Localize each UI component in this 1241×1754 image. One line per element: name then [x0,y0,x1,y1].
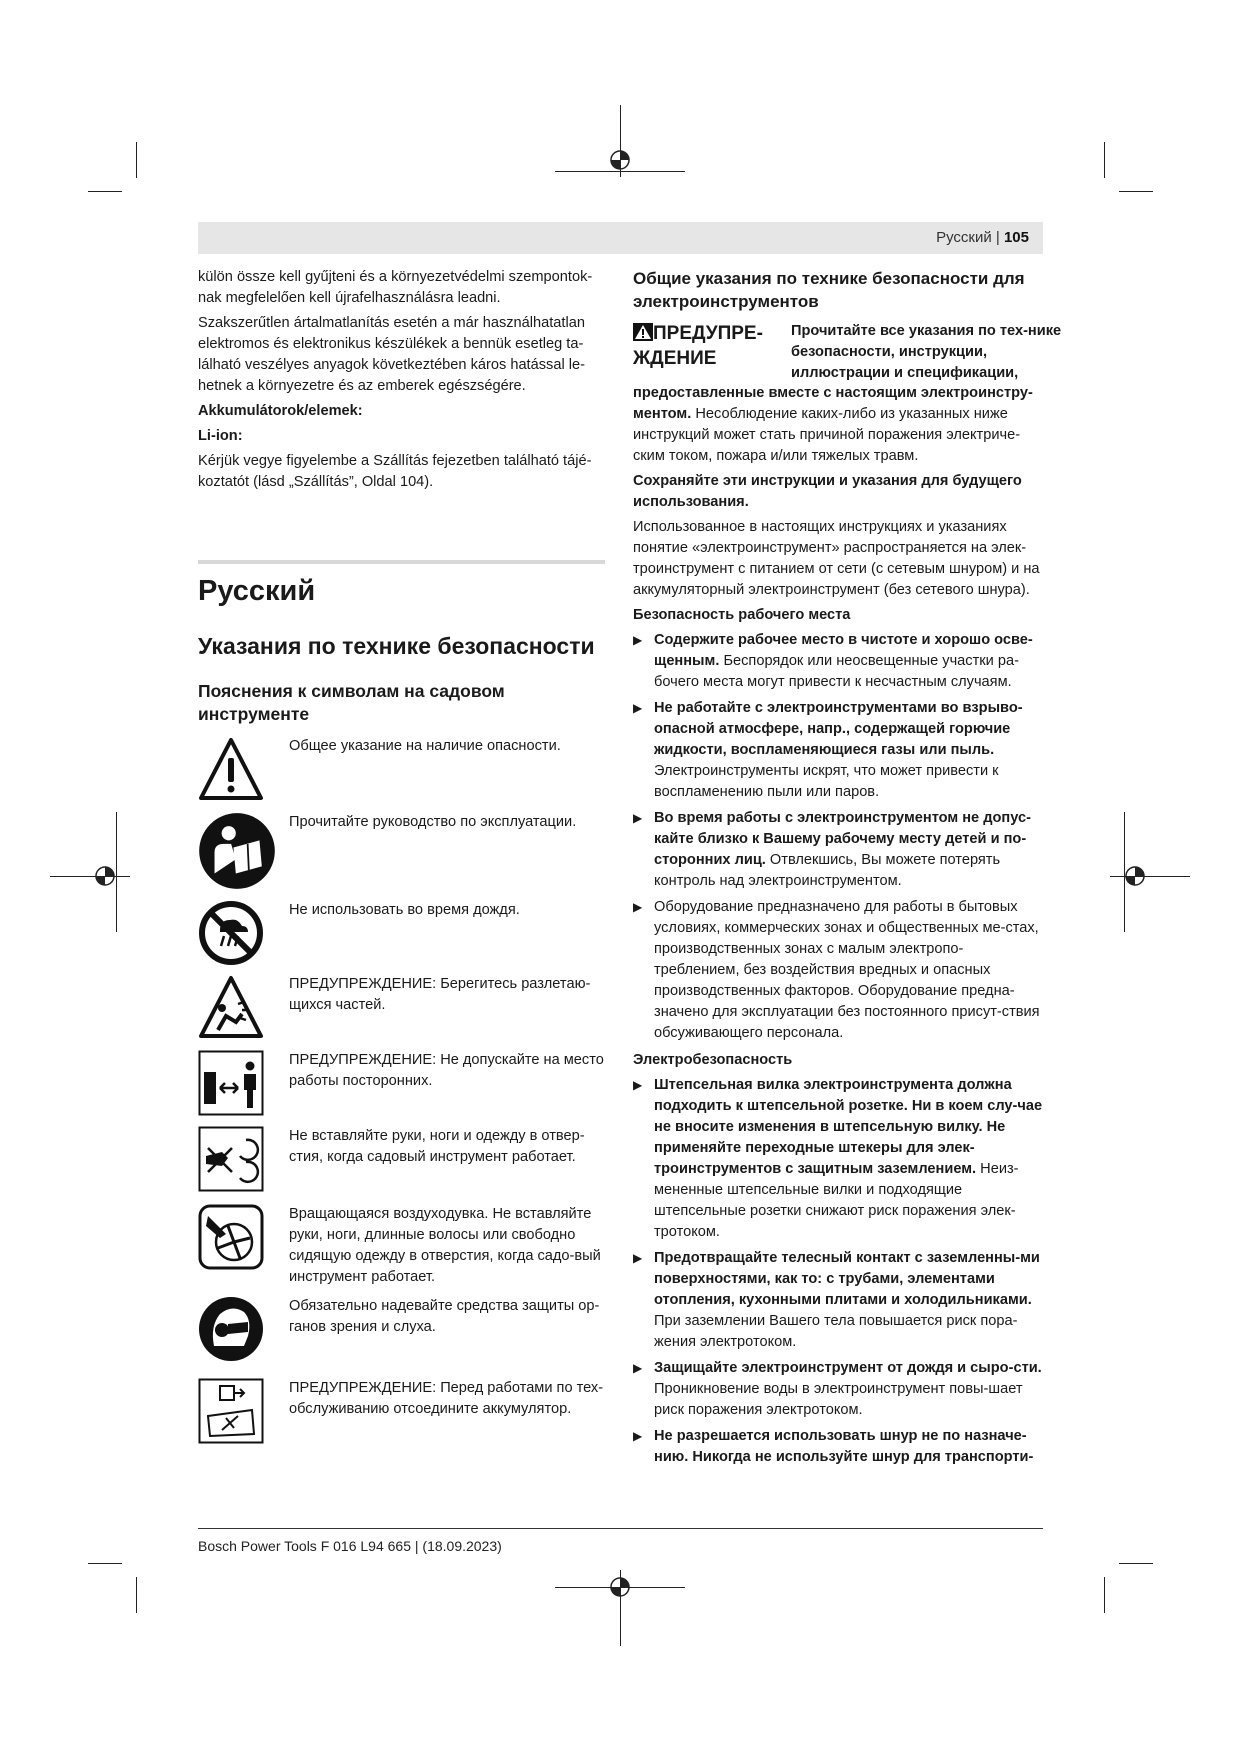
warning-block [633,321,1062,383]
crop-mark [88,1563,122,1564]
safety-heading-wrap [198,632,618,660]
symbol-description: Прочитайте руководство по эксплуатации. [289,814,577,830]
save-instructions: Сохраняйте эти инструкции и указания для будущего использования. [633,473,1022,510]
hu-paragraph: külön össze kell gyűjteni és a környezetvédelmi szempontok-nak megfelelően kell újrafelhasználásra leadni. [198,269,593,306]
symbol-description: Вращающаяся воздуходувка. Не вставляйте руки, ноги, длинные волосы или свободно сидящую одежду в отверстия, когда садо-вый инструмент работает. [289,1206,601,1285]
safety-title: Указания по технике безопасности [198,633,595,659]
no-rain-icon [198,900,264,966]
workplace-heading: Безопасность рабочего места [633,607,851,623]
registration-line [555,171,685,172]
warning-triangle-icon [198,736,264,802]
electrical-list [633,1075,1045,1468]
list-item: ▶ Штепсельная вилка электроинструмента должна подходить к штепсельной розетке. Ни в коем слу-чае не вносите изменения в штепсельную вилку. Не применяйте переходные штекеры для элек-троинструментов с защитным заземлением. Неиз-мененные штепсельные вилки и подходящие штепсельные розетки снижают риск поражения элек-тротоком. [633,1075,1045,1243]
crop-mark [136,142,137,178]
language-title: Русский [198,575,316,607]
symbol-description: ПРЕДУПРЕЖДЕНИЕ: Перед работами по тех-обслуживанию отсоедините аккумулятор. [289,1380,604,1417]
symbol-description: Обязательно надевайте средства защиты ор-ганов зрения и слуха. [289,1298,600,1335]
page-number: 105 [1003,229,1029,246]
list-item: ▶ Не работайте с электроинструментами во взрыво-опасной атмосфере, напр., содержащей горючие жидкости, воспламеняющиеся газы или пыль. Электроинструменты искрят, что может привести к воспламенению пыли или паров. [633,698,1045,803]
registration-line [1110,876,1190,877]
footer-divider [198,1528,1043,1529]
warning-label [633,321,783,371]
crop-mark [88,191,122,192]
symbols-heading-wrap [198,680,518,726]
registration-target-icon [609,149,631,171]
eye-ear-protection-icon [198,1296,264,1362]
right-column [633,267,1062,1474]
list-item: ▶ Защищайте электроинструмент от дождя и сыро-сти. Проникновение воды в электроинструмент повы-шает риск поражения электротоком. [633,1358,1045,1421]
crop-mark [1119,191,1153,192]
rotating-fan-icon [198,1204,264,1270]
warning-label-text: ПРЕДУПРЕ-ЖДЕНИЕ [633,323,763,369]
hu-heading: Akkumulátorok/elemek: [198,403,363,419]
read-manual-icon [198,812,276,890]
warning-normal-text: Несоблюдение каких-либо из указанных ниже инструкций может стать причиной поражения электриче-ским током, пожара и/или тяжелых травм. [633,406,1021,464]
crop-mark [1104,1577,1105,1613]
warning-continuation [633,383,1045,467]
left-column [198,267,608,497]
symbol-description: ПРЕДУПРЕЖДЕНИЕ: Берегитесь разлетаю-щихся частей. [289,976,591,1013]
electrical-heading: Электробезопасность [633,1052,793,1068]
registration-line [50,876,130,877]
list-item: ▶ Не разрешается использовать шнур не по назначе-нию. Никогда не используйте шнур для транспорти- [633,1426,1045,1468]
registration-target-icon [94,865,116,887]
general-safety-title: Общие указания по технике безопасности для электроинструментов [633,269,1025,311]
keep-distance-icon [198,1050,264,1116]
warning-bold-continuation: предоставленные вместе с настоящим электроинстру-ментом. [633,385,1033,422]
workplace-list [633,630,1045,1044]
list-item: ▶ Предотвращайте телесный контакт с заземленны-ми поверхностями, как то: с трубами, элементами отопления, кухонными плитами и холодильниками. При заземлении Вашего тела повышается риск пора-жения электротоком. [633,1248,1045,1353]
header-label: Русский | 105 [936,229,1029,246]
no-hands-icon [198,1126,264,1192]
section-divider [198,560,605,564]
list-item: ▶ Оборудование предназначено для работы в бытовых условиях, коммерческих зонах и общественных ме-стах, производственных зонах с малым электропо-треблением, без воздействия вредных и опасных производственных факторов. Оборудование предна-значено для эксплуатации без постоянного присут-ствия обсуживающего персонала. [633,897,1045,1044]
crop-mark [1119,1563,1153,1564]
flying-debris-icon [198,974,264,1040]
page-header [198,222,1043,254]
symbols-title: Пояснения к символам на садовом инструменте [198,681,505,724]
symbol-description: Не использовать во время дождя. [289,902,520,918]
russian-section-heading [198,574,618,608]
registration-line [116,812,117,932]
remove-battery-icon [198,1378,264,1444]
footer-text: Bosch Power Tools F 016 L94 665 | (18.09.2023) [198,1538,502,1554]
registration-target-icon [1124,865,1146,887]
list-item: ▶ Во время работы с электроинструментом не допус-кайте близко к Вашему рабочему месту детей и по-сторонних лиц. Отвлекшись, Вы можете потерять контроль над электроинструментом. [633,808,1045,892]
term-paragraph: Использованное в настоящих инструкциях и указаниях понятие «электроинструмент» распространяется на элек-троинструмент с питанием от сети (с сетевым шнуром) и на аккумуляторный электроинструмент (без сетевого шнура). [633,519,1040,598]
warning-side-text: Прочитайте все указания по тех-нике безопасности, инструкции, иллюстрации и спецификации, [791,323,1062,381]
symbol-description: Общее указание на наличие опасности. [289,738,561,754]
symbol-description: ПРЕДУПРЕЖДЕНИЕ: Не допускайте на место работы посторонних. [289,1052,604,1089]
symbol-description: Не вставляйте руки, ноги и одежду в отвер-стия, когда садовый инструмент работает. [289,1128,585,1165]
crop-mark [1104,142,1105,178]
hu-heading: Li-ion: [198,428,243,444]
crop-mark [136,1577,137,1613]
header-language: Русский [936,229,992,246]
warning-triangle-icon [633,323,653,341]
list-item: ▶ Содержите рабочее место в чистоте и хорошо осве-щенным. Беспорядок или неосвещенные участки ра-бочего места могут привести к несчастным случаям. [633,630,1045,693]
hu-paragraph: Szakszerűtlen ártalmatlanítás esetén a már használhatatlan elektromos és elektronikus készülékek a bennük esetleg ta-lálható veszélyes anyagok következtében káros hatással le-hetnek a környezetre és az emberek egészségére. [198,315,585,394]
hu-paragraph: Kérjük vegye figyelembe a Szállítás fejezetben található tájé-koztatót (lásd „Szállítás”, Oldal 104). [198,453,592,490]
registration-target-icon [609,1576,631,1598]
